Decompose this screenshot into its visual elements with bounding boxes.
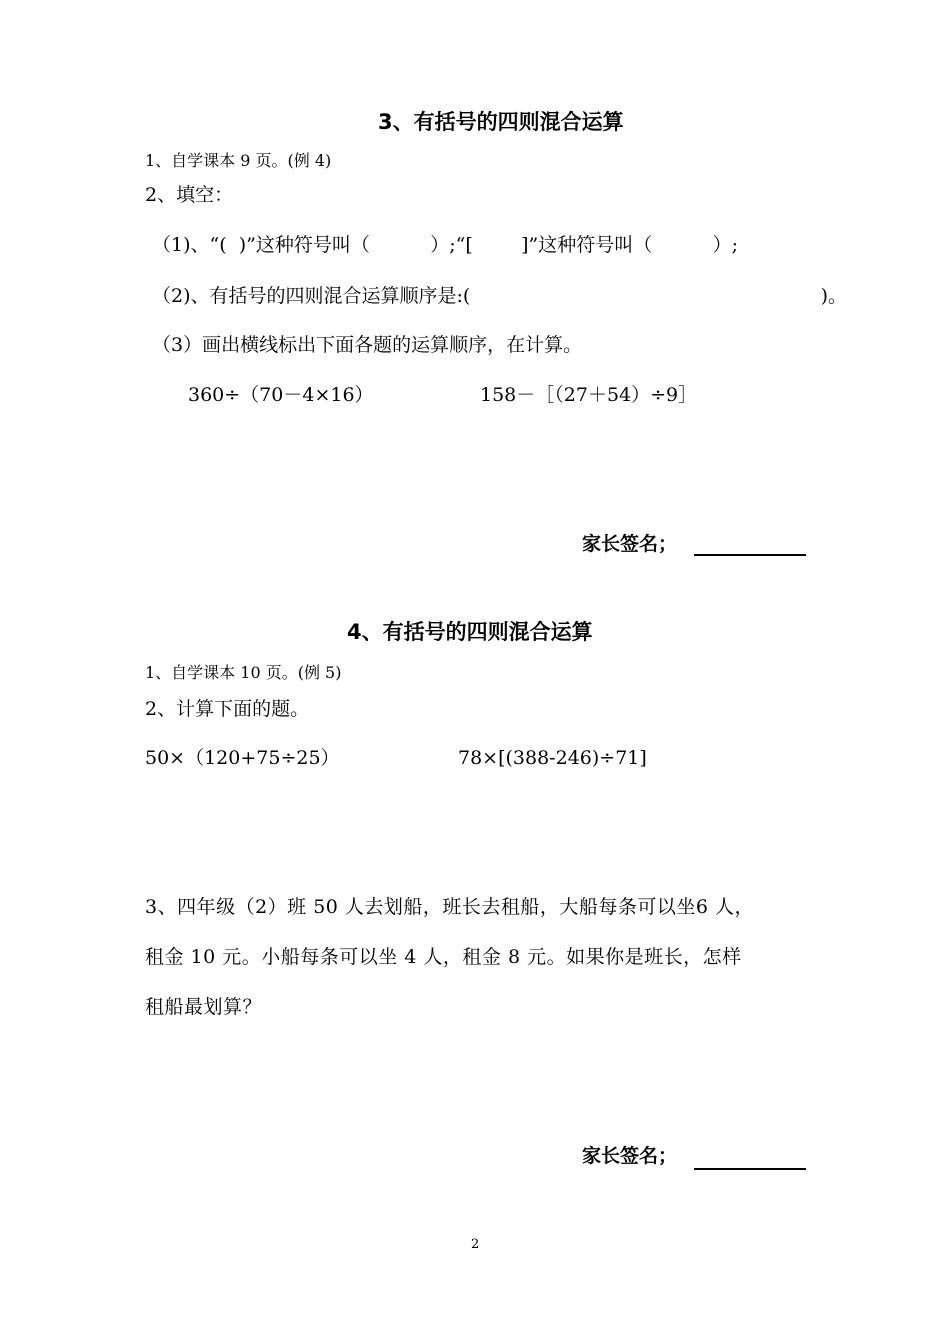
section3-title: 3、有括号的四则混合运算 [378,110,624,134]
page-number: 2 [471,1237,480,1252]
section4-item2: 2、计算下面的题。 [145,698,310,720]
section4-problem-line2: 租金 10 元。小船每条可以坐 4 人，租金 8 元。如果你是班长，怎样 [145,946,742,968]
section4-problem-line3: 租船最划算？ [145,996,263,1018]
section4-title: 4、有括号的四则混合运算 [347,620,593,644]
section4-item1: 1、自学课本 10 页。(例 5) [145,663,342,682]
section3-expr2: 158－［（27＋54）÷9］ [480,384,698,406]
section4-signature-line [694,1168,806,1170]
section4-problem-line1: 3、四年级（2）班 50 人去划船，班长去租船，大船每条可以坐6 人， [145,896,755,918]
section4-expr2: 78×[(388-246)÷71] [458,747,647,769]
section3-signature-label: 家长签名； [582,533,678,555]
section4-expr1: 50×（120+75÷25） [145,747,340,769]
section3-expr1: 360÷（70－4×16） [188,384,374,406]
section3-fill1: （1)、“( )”这种符号叫（ ）;“[ ]”这种符号叫（ ）; [152,234,738,256]
section3-fill3: （3）画出横线标出下面各题的运算顺序，在计算。 [152,334,583,356]
section3-signature-line [694,554,806,556]
section3-item1: 1、自学课本 9 页。(例 4) [145,151,332,170]
section3-item2: 2、填空： [145,184,234,206]
section4-signature-label: 家长签名； [582,1145,678,1167]
section3-fill2: （2)、有括号的四则混合运算顺序是:( )。 [152,285,848,307]
